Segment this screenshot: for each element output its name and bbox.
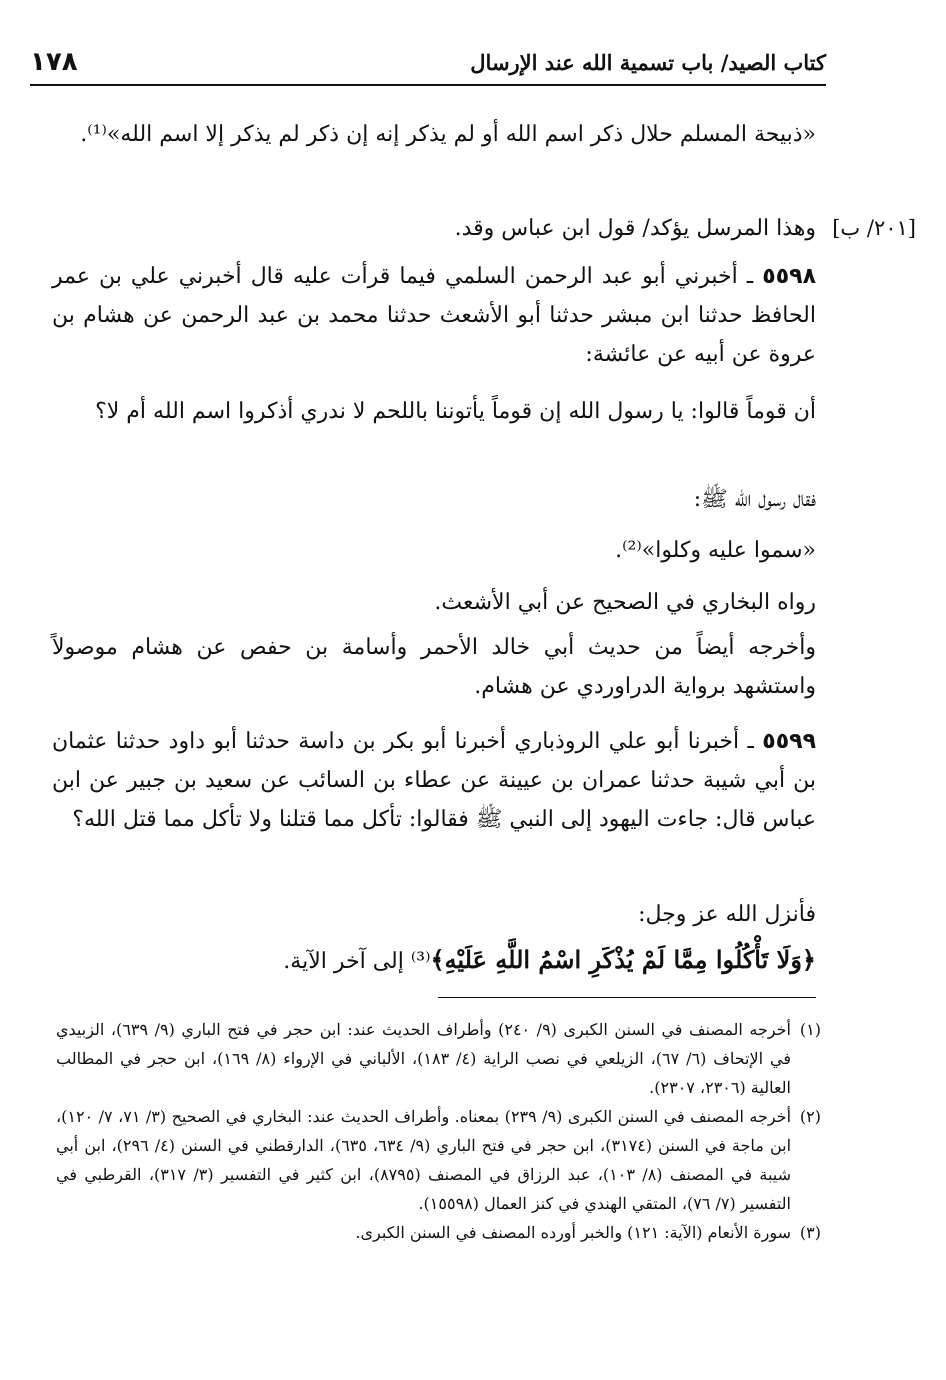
- paragraph-mursal-note: وهذا المرسل يؤكد/ قول ابن عباس وقد.: [454, 216, 816, 241]
- footnote-1: [56, 1015, 821, 1102]
- footnote-separator: [438, 997, 816, 998]
- footnote-text: أخرجه المصنف في السنن الكبرى (٩/ ٢٤٠) وأطراف الحديث عند: ابن حجر في فتح الباري (٩/ ٦٣٩)، الزبيدي في الإتحاف (٦/ ٦٧)، الزيلعي في نصب الراية (٤/ ١٨٣)، الألباني في الإرواء (٨/ ١٦٩)، ابن حجر في المطالب العالية (٢٣٠٦، ٢٣٠٧).: [56, 1020, 792, 1097]
- page-number: ١٧٨: [30, 47, 78, 77]
- hadith-isnad: ـ أخبرنا أبو علي الروذباري أخبرنا أبو بكر بن داسة حدثنا أبو داود حدثنا عثمان بن أبي شيبة حدثنا عمران بن عيينة عن عطاء بن السائب عن سعيد بن جبير عن ابن عباس قال: جاءت اليهود إلى النبي ﷺ فقالوا: تأكل مما قتلنا ولا تأكل مما قتل الله؟: [52, 729, 816, 832]
- paragraph-prophet-answer: «سموا عليه وكلوا»⁽²⁾.: [615, 538, 816, 563]
- page-header: [30, 40, 826, 86]
- quran-verse: ﴿وَلَا تَأْكُلُوا مِمَّا لَمْ يُذْكَرِ اسْمُ اللَّهِ عَلَيْهِ﴾: [430, 945, 816, 974]
- paragraph-question: أن قوماً قالوا: يا رسول الله إن قوماً يأتوننا باللحم لا ندري أذكروا اسم الله أم لا؟: [95, 399, 816, 424]
- paragraph-other-chains: وأخرجه أيضاً من حديث أبي خالد الأحمر وأسامة بن حفص عن هشام موصولاً واستشهد برواية الدراوردي عن هشام.: [52, 635, 816, 699]
- quran-verse-line: [52, 940, 816, 981]
- hadith-number: ٥٥٩٩: [762, 729, 816, 754]
- footnote-3: [56, 1218, 821, 1247]
- hadith-5599: [52, 722, 816, 839]
- hadith-number: ٥٥٩٨: [762, 264, 816, 289]
- footnote-number: (٣): [799, 1223, 821, 1242]
- running-title: كتاب الصيد/ باب تسمية الله عند الإرسال: [470, 49, 826, 75]
- paragraph-opening-quote: «ذبيحة المسلم حلال ذكر اسم الله أو لم يذكر إنه إن ذكر لم يذكر إلا اسم الله»⁽¹⁾.: [80, 122, 816, 147]
- footnote-text: سورة الأنعام (الآية: ١٢١) والخبر أورده المصنف في السنن الكبرى.: [355, 1223, 791, 1242]
- footnote-number: (٢): [799, 1107, 821, 1126]
- paragraph-prophet-said: فقال رسول الله ﷺ:: [693, 487, 816, 512]
- margin-folio-reference: [٢٠١/ ب]: [832, 216, 916, 240]
- footnotes: [56, 1015, 821, 1247]
- hadith-isnad: ـ أخبرني أبو عبد الرحمن السلمي فيما قرأت عليه قال أخبرني علي بن عمر الحافظ حدثنا ابن مبشر حدثنا أبو الأشعث حدثنا محمد بن عبد الرحمن عن هشام بن عروة عن أبيه عن عائشة:: [52, 264, 816, 367]
- paragraph-revelation: فأنزل الله عز وجل:: [638, 902, 816, 927]
- hadith-5598: [52, 257, 816, 374]
- paragraph-bukhari: رواه البخاري في الصحيح عن أبي الأشعث.: [434, 590, 816, 615]
- quran-after: ⁽³⁾ إلى آخر الآية.: [283, 949, 431, 974]
- footnote-text: أخرجه المصنف في السنن الكبرى (٩/ ٢٣٩) بمعناه. وأطراف الحديث عند: البخاري في الصحيح (٣/ ٧١، ٧/ ١٢٠)، ابن ماجة في السنن (٣١٧٤)، ابن حجر في فتح الباري (٩/ ٦٣٤، ٦٣٥)، الدارقطني في السنن (٤/ ٢٩٦)، ابن أبي شيبة في المصنف (٨/ ١٠٣)، عبد الرزاق في المصنف (٨٧٩٥)، ابن كثير في التفسير (٣/ ٣١٧)، القرطبي في التفسير (٧/ ٧٦)، المتقي الهندي في كنز العمال (١٥٥٩٨).: [56, 1107, 792, 1213]
- footnote-2: [56, 1102, 821, 1218]
- footnote-number: (١): [799, 1020, 821, 1039]
